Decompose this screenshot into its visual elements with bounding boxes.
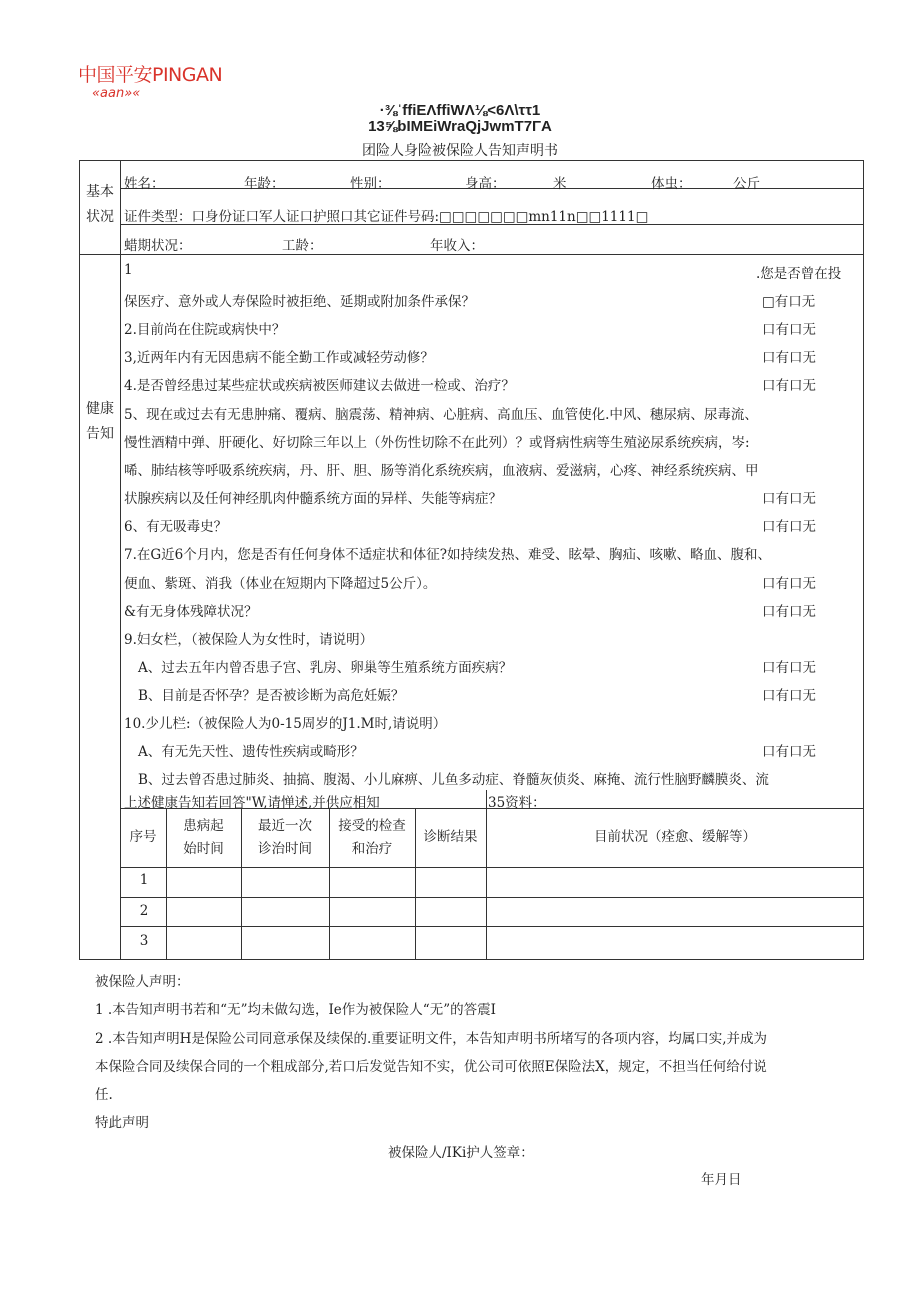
q9-text: 9.妇女栏，（被保险人为女性时，请说明） — [124, 632, 374, 648]
table-row-number: 3 — [139, 933, 149, 949]
q5-answer-checkbox[interactable]: 口有口无 — [762, 491, 816, 507]
q1-tail: .您是否曾在投 — [756, 266, 842, 282]
detail-note-left: 上述健康告知若回答"W,请惮述,并供应相知 — [124, 795, 380, 811]
garbled-header-line-1: ·⅜ˈffiEΛffiWΛ⅛<6Λ\ττ1 — [379, 102, 541, 119]
q3-text: 3,近两年内有无因患病不能全勤工作或减轻劳动修？ — [124, 350, 434, 366]
height-unit: 米 — [553, 176, 567, 192]
q10a-text: A、有无先天性、遗传性疾病或畸形？ — [138, 744, 364, 760]
q7-text-line-2: 便血、紫斑、消我（体业在短期内下降超过5公斤）。 — [124, 576, 437, 592]
q5-text-line-4: 状腺疾病以及任何神经肌肉仲髓系统方面的异样、失能等病症？ — [124, 491, 502, 507]
q7-text-line-1: 7.在G近6个月内，您是否有任何身体不适症状和体征?如持续发热、难受、眩晕、胸疝、咳嗽、略血、腹和、 — [124, 547, 771, 563]
declaration-item-1: 1 .本告知声明书若和“无”均未做勾选，Ie作为被保险人“无”的答震I — [95, 1002, 496, 1018]
q9b-answer-checkbox[interactable]: 口有口无 — [762, 688, 816, 704]
declaration-title: 被保险人声明： — [95, 974, 190, 990]
q1-number: 1 — [124, 262, 133, 278]
q5-text-line-3: 唏、肺结核等呼吸系统疾病，丹、肝、胆、肠等消化系统疾病，血液病、爱滋病，心疼、神经系统疾病、甲 — [124, 463, 759, 479]
basic-section-label: 基本 状况 — [86, 184, 114, 225]
detail-note-right: 35资料： — [488, 795, 546, 811]
date-label: 年月日 — [701, 1172, 742, 1188]
garbled-header-line-2: 13⅝bIMEiWraQjJwmT7ΓA — [368, 118, 552, 135]
declaration-item-2-line-2: 本保险合同及续保合同的一个粗成部分,若口后发觉告知不实，优公司可依照E保险法X，规定，不担当任何给付说 — [95, 1059, 767, 1075]
section-divider — [79, 254, 864, 255]
note-divider — [486, 790, 487, 808]
q3-answer-checkbox[interactable]: 口有口无 — [762, 350, 816, 366]
income-label: 年收入： — [430, 238, 484, 254]
table-row-line — [120, 926, 864, 927]
q10b-text: B、过去曾否患过肺炎、抽搞、腹渴、小儿麻痹、儿鱼多动症、脊髓灰侦炎、麻掩、流行性脑野麟膜炎、流 — [138, 772, 769, 788]
declaration-item-2-line-3: 任. — [95, 1087, 113, 1103]
table-header-exam-treatment: 接受的检查 和治疗 — [338, 818, 406, 857]
work-years-label: 工龄： — [282, 238, 323, 254]
table-header-current-status: 目前状况（痊愈、缓解等） — [594, 829, 756, 845]
q2-text: 2.目前尚在住院或病快中？ — [124, 322, 286, 338]
q9a-answer-checkbox[interactable]: 口有口无 — [762, 660, 816, 676]
declaration-closing: 特此声明 — [95, 1115, 149, 1131]
table-row-number: 1 — [139, 872, 149, 888]
table-row-number: 2 — [139, 903, 149, 919]
company-logo-subtext: «aan»« — [92, 86, 141, 101]
q9a-text: A、过去五年内曾否患子宫、乳房、卵巢等生殖系统方面疾病？ — [138, 660, 513, 676]
table-header-last-treatment: 最近一次 诊治时间 — [258, 818, 312, 857]
q9b-text: B、目前是否怀孕？是否被诊断为高危妊娠？ — [138, 688, 405, 704]
table-row-line — [120, 897, 864, 898]
signature-label: 被保险人/IKi护人签章： — [388, 1145, 534, 1161]
q2-answer-checkbox[interactable]: 口有口无 — [762, 322, 816, 338]
q5-text-line-2: 慢性酒精中弹、肝硬化、好切除三年以上（外伤性切除不在此列）？或肾病性病等生殖泌尿系统疾病，岑: — [124, 435, 750, 451]
document-title: 团险人身险被保险人告知声明书 — [362, 143, 558, 159]
weight-unit: 公斤 — [733, 176, 760, 192]
q7-answer-checkbox[interactable]: 口有口无 — [762, 576, 816, 592]
weight-label: 体虫： — [651, 176, 692, 192]
q4-answer-checkbox[interactable]: 口有口无 — [762, 378, 816, 394]
q8-answer-checkbox[interactable]: 口有口无 — [762, 604, 816, 620]
q8-text: &有无身体残障状况？ — [124, 604, 258, 620]
q4-text: 4.是否曾经患过某些症状或疾病被医师建议去做进一检或、治疗？ — [124, 378, 515, 394]
table-header-onset-time: 患病起 始时间 — [183, 818, 224, 857]
table-header-seq: 序号 — [129, 829, 157, 845]
q6-text: 6、有无吸毒史？ — [124, 519, 228, 535]
occupation-label: 蜡期状况： — [124, 238, 192, 254]
table-header-diagnosis: 诊断结果 — [423, 829, 478, 845]
q1-answer-checkbox[interactable]: □有口无 — [762, 294, 816, 310]
q10a-answer-checkbox[interactable]: 口有口无 — [762, 744, 816, 760]
declaration-item-2-line-1: 2 .本告知声明H是保险公司同意承保及续保的.重要证明文件，本告知声明书所堵写的各项内容，均属口实,并成为 — [95, 1031, 768, 1047]
company-logo-text: 中国平安PINGAN — [78, 64, 223, 86]
q6-answer-checkbox[interactable]: 口有口无 — [762, 519, 816, 535]
age-label: 年龄： — [244, 176, 285, 192]
id-type-row[interactable]: 证件类型：口身份证口军人证口护照口其它证件号码:□□□□□□□mn11n□□1111□ — [124, 209, 649, 225]
q5-text-line-1: 5、现在或过去有无患肿痛、覆病、脑震荡、精神病、心脏病、高血压、血管使化.中风、穗尿病、尿毒流、 — [124, 407, 758, 423]
table-header-line — [120, 867, 864, 868]
health-section-label: 健康 告知 — [86, 401, 114, 442]
height-label: 身高： — [465, 176, 506, 192]
q10-text: 10.少儿栏:（被保险人为0-15周岁的J1.M时,请说明） — [124, 716, 447, 732]
name-label: 姓名： — [124, 176, 165, 192]
gender-label: 性别： — [350, 176, 391, 192]
q1-text: 保医疗、意外或人寿保险时被拒绝、延期或附加条件承保？ — [124, 294, 475, 310]
